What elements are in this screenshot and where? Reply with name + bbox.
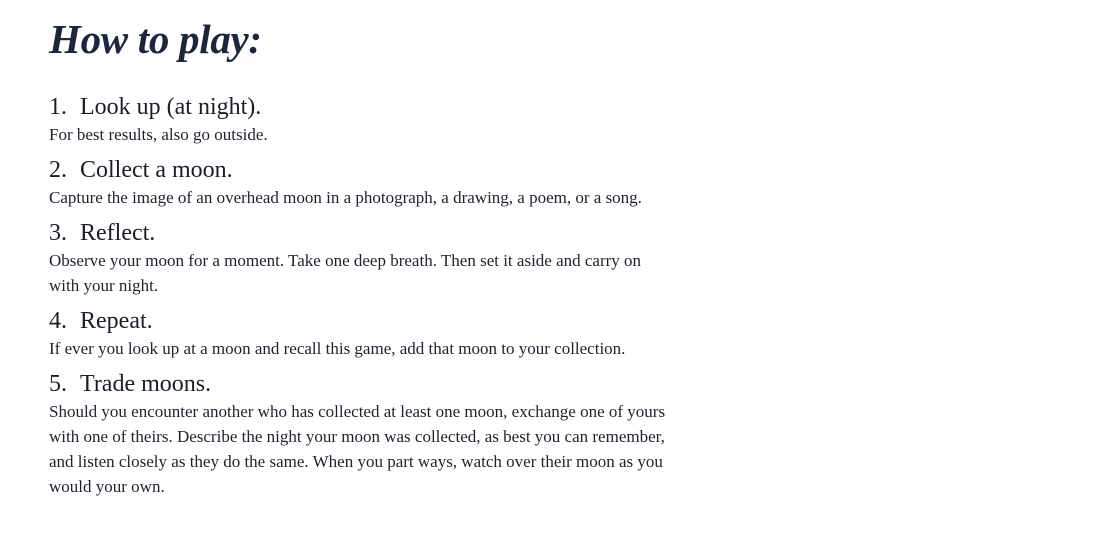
step-heading: [49, 219, 669, 248]
step-title: Reflect.: [80, 220, 156, 246]
step-item: [49, 93, 669, 147]
step-heading: [49, 156, 669, 185]
step-heading: [49, 307, 669, 336]
step-number: 4.: [49, 308, 67, 334]
step-description: If ever you look up at a moon and recall this game, add that moon to your collection.: [49, 339, 626, 358]
step-number: 2.: [49, 157, 67, 183]
step-number: 3.: [49, 220, 67, 246]
step-title: Look up (at night).: [80, 94, 262, 120]
step-description: Observe your moon for a moment. Take one deep breath. Then set it aside and carry on with your night.: [49, 251, 642, 295]
step-title: Trade moons.: [80, 371, 212, 397]
step-description: For best results, also go outside.: [49, 125, 268, 144]
page-title: How to play:: [49, 16, 262, 62]
step-number: 5.: [49, 371, 67, 397]
step-description: Should you encounter another who has collected at least one moon, exchange one of yours with one of theirs. Describe the night your moon was collected, as best you can remember, and listen closely as they do the same. When you part ways, watch over their moon as you would your own.: [49, 402, 666, 496]
step-item: [49, 370, 669, 499]
step-heading: [49, 370, 669, 399]
how-to-play-section: [49, 14, 669, 508]
step-heading: [49, 93, 669, 122]
step-number: 1.: [49, 94, 67, 120]
step-item: [49, 307, 669, 361]
step-title: Collect a moon.: [80, 157, 233, 183]
step-title: Repeat.: [80, 308, 153, 334]
step-item: [49, 156, 669, 210]
steps-list: [49, 93, 669, 499]
step-item: [49, 219, 669, 298]
step-description: Capture the image of an overhead moon in a photograph, a drawing, a poem, or a song.: [49, 188, 642, 207]
